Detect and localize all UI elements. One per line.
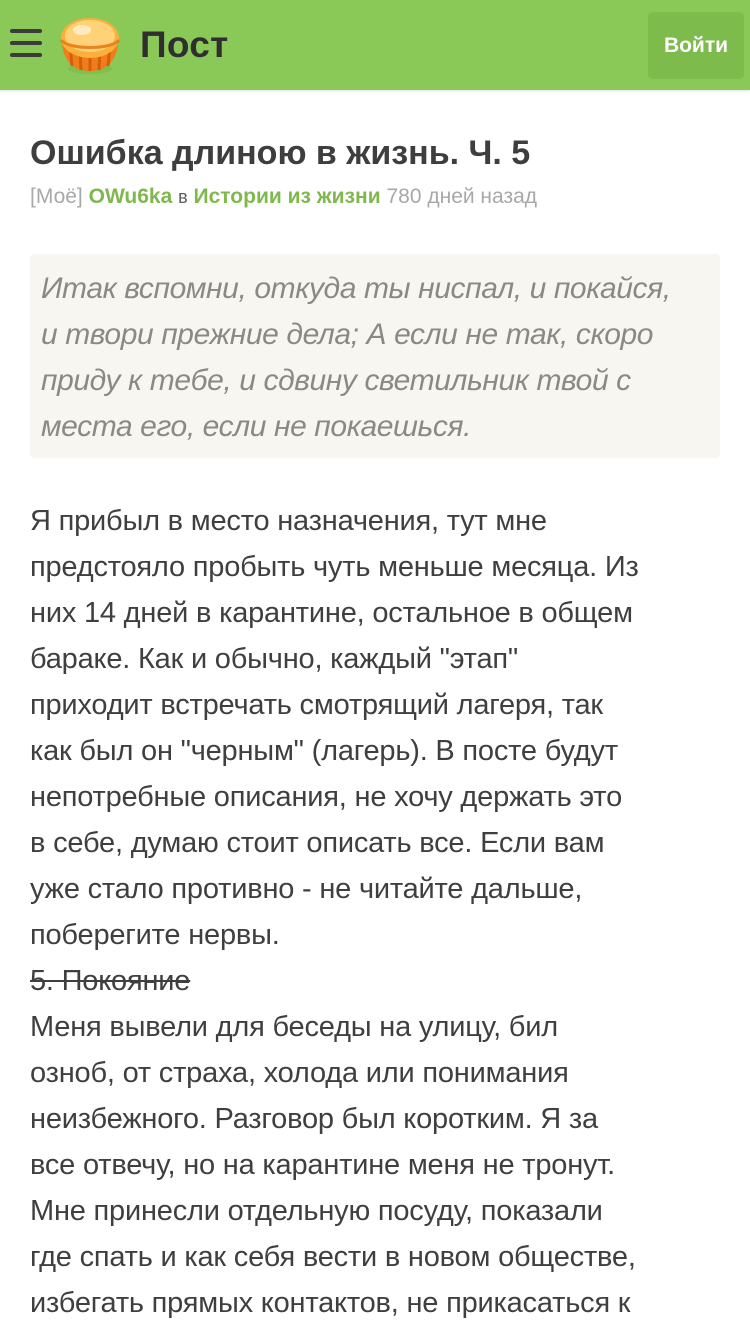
pikabu-logo-icon[interactable] (56, 13, 124, 77)
page-title: Пост (140, 24, 229, 65)
login-button[interactable]: Войти (648, 12, 744, 79)
top-app-bar (0, 0, 750, 90)
epigraph-quote (30, 254, 720, 458)
post-time: 780 дней назад (386, 185, 538, 208)
community-link[interactable]: Истории из жизни (193, 185, 381, 208)
post-meta (30, 182, 730, 212)
hamburger-menu-icon[interactable] (10, 29, 42, 57)
meta-in-word: в (178, 187, 188, 207)
story-paragraph: Я прибыл в место назначения, тут мне предстояло пробыть чуть меньше месяца. Из них 14 дней в карантине, остальное в общем бараке. Как и обычно, каждый "этап" приходит встречать смотрящий лагеря, так как был он "черным" (лагерь). В посте будут непотребные описания, не хочу держать это в себе, думаю стоит описать все. Если вам уже стало противно - не читайте дальше, поберегите нервы. (30, 505, 639, 951)
section-heading: 5. Покояние (30, 965, 191, 997)
author-link[interactable]: OWu6ka (88, 185, 173, 208)
quote-text: Итак вспомни, откуда ты ниспал, и покайся, и твори прежние дела; А если не так, скоро приду к тебе, и сдвину светильник твой с места его, если не покаешься. (41, 272, 671, 443)
post-body (30, 498, 730, 1326)
post-tag[interactable]: [Моё] (30, 185, 83, 208)
story-paragraph: Меня вывели для беседы на улицу, бил озноб, от страха, холода или понимания неизбежного. Разговор был коротким. Я за все отвечу, но на карантине меня не тронут. Мне принесли отдельную посуду, показали где спать и как себя вести в новом обществе, избегать прямых контактов, не прикасаться к (30, 1011, 636, 1319)
post-title: Ошибка длиною в жизнь. Ч. 5 (30, 134, 531, 172)
